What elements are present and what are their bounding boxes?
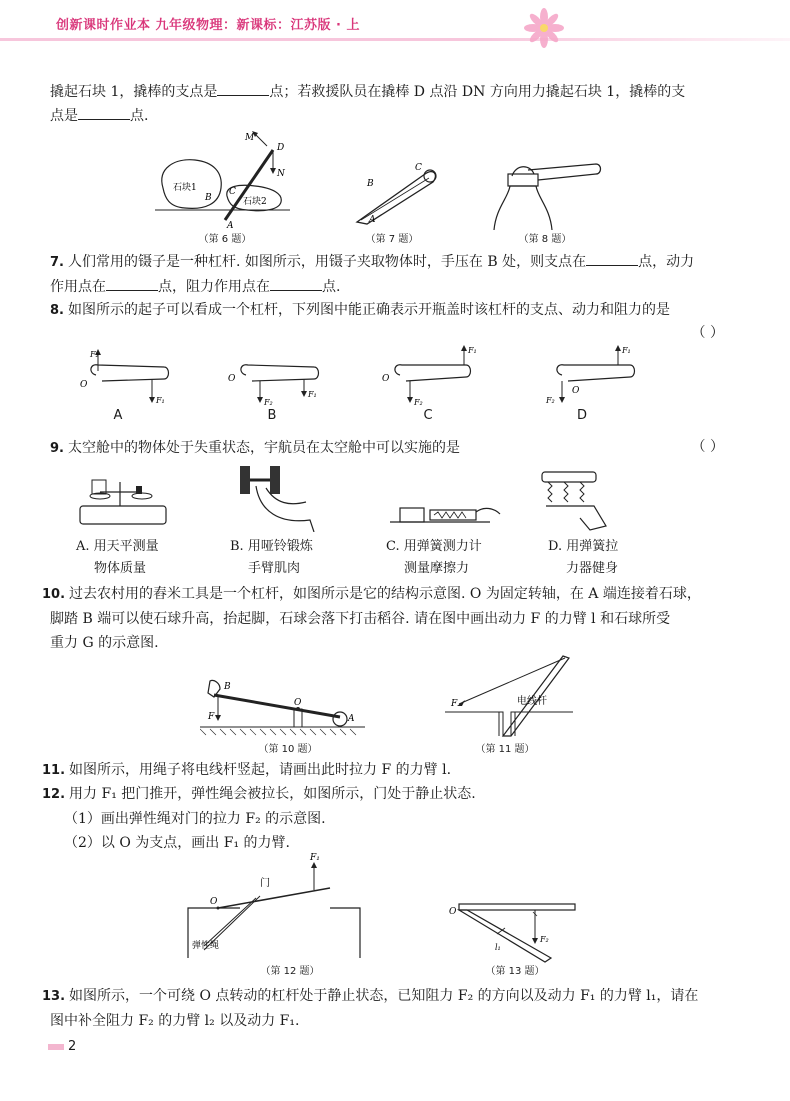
fig7-label-b: B [367, 179, 374, 189]
page-number-text: 2 [68, 1039, 77, 1054]
q9-a-line2: 物体质量 [94, 561, 147, 576]
q8-c-label-f1: F₁ [468, 346, 477, 355]
q8-option-d[interactable]: D [576, 408, 587, 423]
q9-option-a[interactable] [76, 536, 206, 580]
q12-text: 用力 F₁ 把门推开，弹性绳会被拉长，如图所示，门处于静止状态. [69, 786, 476, 802]
q8-option-c[interactable]: C [423, 408, 433, 423]
q9-text: 太空舱中的物体处于失重状态，宇航员在太空舱中可以实施的是 [67, 440, 460, 456]
q11-text: 如图所示，用绳子将电线杆竖起，请画出此时拉力 F 的力臂 l. [69, 762, 452, 778]
header-title: 创新课时作业本 九年级物理：新课标：江苏版 · 上 [56, 18, 361, 33]
caption-fig10: （第 10 题） [258, 744, 318, 755]
q8-c-label-o: O [382, 374, 390, 384]
q10-line2: 脚踏 B 端可以使石球升高，抬起脚，石球会落下打击稻谷. 请在图中画出动力 F 的力臂 l 和石球所受 [50, 611, 671, 627]
figure-7 [345, 160, 445, 230]
q8-d-label-f1: F₁ [622, 346, 631, 355]
q8-a-label-f1: F₁ [156, 396, 165, 405]
q8-fig-b [228, 365, 319, 407]
q9-fig-spring-scale [390, 508, 500, 522]
q6-text-3: 点是 [50, 108, 78, 124]
fig11-label-f: F [451, 699, 458, 709]
q6-text-2: 点；若救援队员在撬棒 D 点沿 DN 方向用力撬起石块 1，撬棒的支 [269, 84, 686, 100]
q8-fig-d [545, 345, 635, 405]
q9-option-b[interactable] [230, 536, 360, 580]
page-number [48, 1039, 76, 1054]
q12-number: 12. [42, 787, 66, 802]
question-10 [42, 582, 730, 655]
page-bar [48, 1044, 64, 1050]
q7-text-4: 点，阻力作用点在 [158, 279, 270, 295]
q9-option-c[interactable] [386, 536, 516, 580]
caption-fig7: （第 7 题） [365, 234, 419, 245]
page-header [0, 0, 790, 64]
q8-text: 如图所示的起子可以看成一个杠杆，下列图中能正确表示开瓶盖时该杠杆的支点、动力和阻力的是 [67, 302, 670, 318]
q12-sub2: （2）以 O 为支点，画出 F₁ 的力臂. [64, 835, 290, 851]
q8-fig-c [382, 345, 477, 407]
fig6-label-m: M [245, 133, 255, 143]
q8-b-label-f2: F₂ [264, 398, 273, 407]
q7-text-5: 点. [322, 279, 341, 295]
fig6-label-a: A [227, 221, 234, 228]
question-9 [50, 436, 730, 461]
q10-line1: 过去农村用的舂米工具是一个杠杆，如图所示是它的结构示意图. O 为固定转轴，在 A 端连接着石球， [69, 586, 701, 602]
q12-sub1: （1）画出弹性绳对门的拉力 F₂ 的示意图. [64, 811, 326, 827]
q8-answer-paren[interactable]: （ ） [691, 325, 724, 341]
fig6-label-b: B [205, 193, 212, 203]
q6-continued [50, 80, 730, 128]
fig12-label-rope: 弹性绳 [192, 941, 220, 951]
q13-number: 13. [42, 989, 66, 1004]
q8-c-label-f2: F₂ [414, 398, 423, 407]
figure-11 [445, 652, 575, 738]
figure-13 [445, 900, 580, 964]
q13-line2: 图中补全阻力 F₂ 的力臂 l₂ 以及动力 F₁. [50, 1013, 300, 1029]
q9-fig-dumbbell [240, 466, 314, 532]
figure-12 [180, 852, 370, 960]
q11-number: 11. [42, 763, 66, 778]
q10-line3: 重力 G 的示意图. [50, 635, 159, 651]
q9-d-line2: 力器健身 [566, 561, 619, 576]
caption-fig13: （第 13 题） [485, 966, 545, 977]
q6-text-1: 撬起石块 1，撬棒的支点是 [50, 84, 218, 100]
q8-b-label-f1: F₁ [308, 390, 317, 399]
figure-8 [490, 158, 605, 230]
q9-a-line1: A. 用天平测量 [76, 539, 159, 554]
fig13-label-l1: l₁ [495, 943, 501, 952]
q8-option-b[interactable]: B [267, 408, 277, 423]
fig10-label-f: F [208, 712, 215, 722]
fig6-label-rock1: 石块1 [173, 183, 197, 193]
q7-text-3: 作用点在 [50, 279, 106, 295]
q7-blank-2[interactable] [106, 276, 158, 291]
fig7-label-a: A [369, 215, 376, 225]
caption-fig11: （第 11 题） [475, 744, 535, 755]
fig6-label-rock2: 石块2 [243, 197, 267, 207]
q9-b-line1: B. 用哑铃锻炼 [230, 539, 313, 554]
q9-fig-spring-expander [542, 472, 606, 530]
fig7-label-c: C [415, 163, 422, 173]
fig12-label-door: 门 [260, 878, 270, 889]
fig13-label-o: O [449, 907, 457, 917]
caption-fig12: （第 12 题） [260, 966, 320, 977]
q7-blank-3[interactable] [270, 276, 322, 291]
fig10-label-b: B [224, 682, 231, 692]
figure-6 [155, 128, 295, 228]
q10-number: 10. [42, 587, 66, 602]
q9-d-line1: D. 用弹簧拉 [548, 539, 619, 554]
q8-fig-a [80, 349, 169, 405]
caption-fig8: （第 8 题） [518, 234, 572, 245]
question-12 [42, 782, 730, 855]
q9-options-figures [70, 462, 690, 532]
q9-option-d[interactable] [548, 536, 678, 580]
header-bar [0, 38, 790, 41]
fig11-label-pole: 电线杆 [517, 696, 547, 707]
q8-d-label-o: O [572, 386, 580, 396]
q7-blank-1[interactable] [586, 251, 638, 266]
q6-text-4: 点. [130, 108, 149, 124]
flower-icon [524, 8, 564, 48]
q9-number: 9. [50, 441, 64, 456]
q9-c-line2: 测量摩擦力 [404, 561, 470, 576]
q8-d-label-f2: F₂ [546, 396, 555, 405]
question-11 [42, 758, 730, 783]
question-7 [50, 250, 730, 299]
fig10-label-o: O [294, 698, 302, 708]
fig6-label-c: C [229, 187, 236, 197]
q7-number: 7. [50, 255, 64, 270]
q8-options-figures [78, 345, 678, 410]
q13-line1: 如图所示，一个可绕 O 点转动的杠杆处于静止状态，已知阻力 F₂ 的方向以及动力 F₁ 的力臂 l₁，请在 [69, 988, 699, 1004]
q7-text-1: 人们常用的镊子是一种杠杆. 如图所示，用镊子夹取物体时，手压在 B 处，则支点在 [67, 254, 587, 270]
fig13-label-f2: F₂ [540, 935, 549, 944]
q9-answer-paren[interactable]: （ ） [691, 439, 724, 455]
fig6-label-d: D [277, 143, 285, 153]
q9-fig-balance [80, 480, 166, 524]
q8-number: 8. [50, 303, 64, 318]
caption-fig6: （第 6 题） [198, 234, 252, 245]
q6-blank-2[interactable] [78, 105, 130, 120]
fig12-label-f1: F₁ [310, 853, 320, 863]
q9-c-line1: C. 用弹簧测力计 [386, 539, 482, 554]
q8-a-label-f2: F₂ [90, 350, 99, 359]
q9-b-line2: 手臂肌肉 [248, 561, 301, 576]
q8-a-label-o: O [80, 380, 88, 390]
fig6-label-n: N [277, 169, 285, 179]
question-8 [50, 298, 730, 323]
q6-blank-1[interactable] [217, 81, 269, 96]
figure-10 [200, 675, 370, 737]
question-13 [42, 984, 730, 1033]
fig12-label-o: O [210, 897, 218, 907]
q7-text-2: 点，动力 [638, 254, 695, 270]
fig10-label-a: A [348, 714, 355, 724]
q8-option-a[interactable]: A [113, 408, 123, 423]
q8-b-label-o: O [228, 374, 236, 384]
